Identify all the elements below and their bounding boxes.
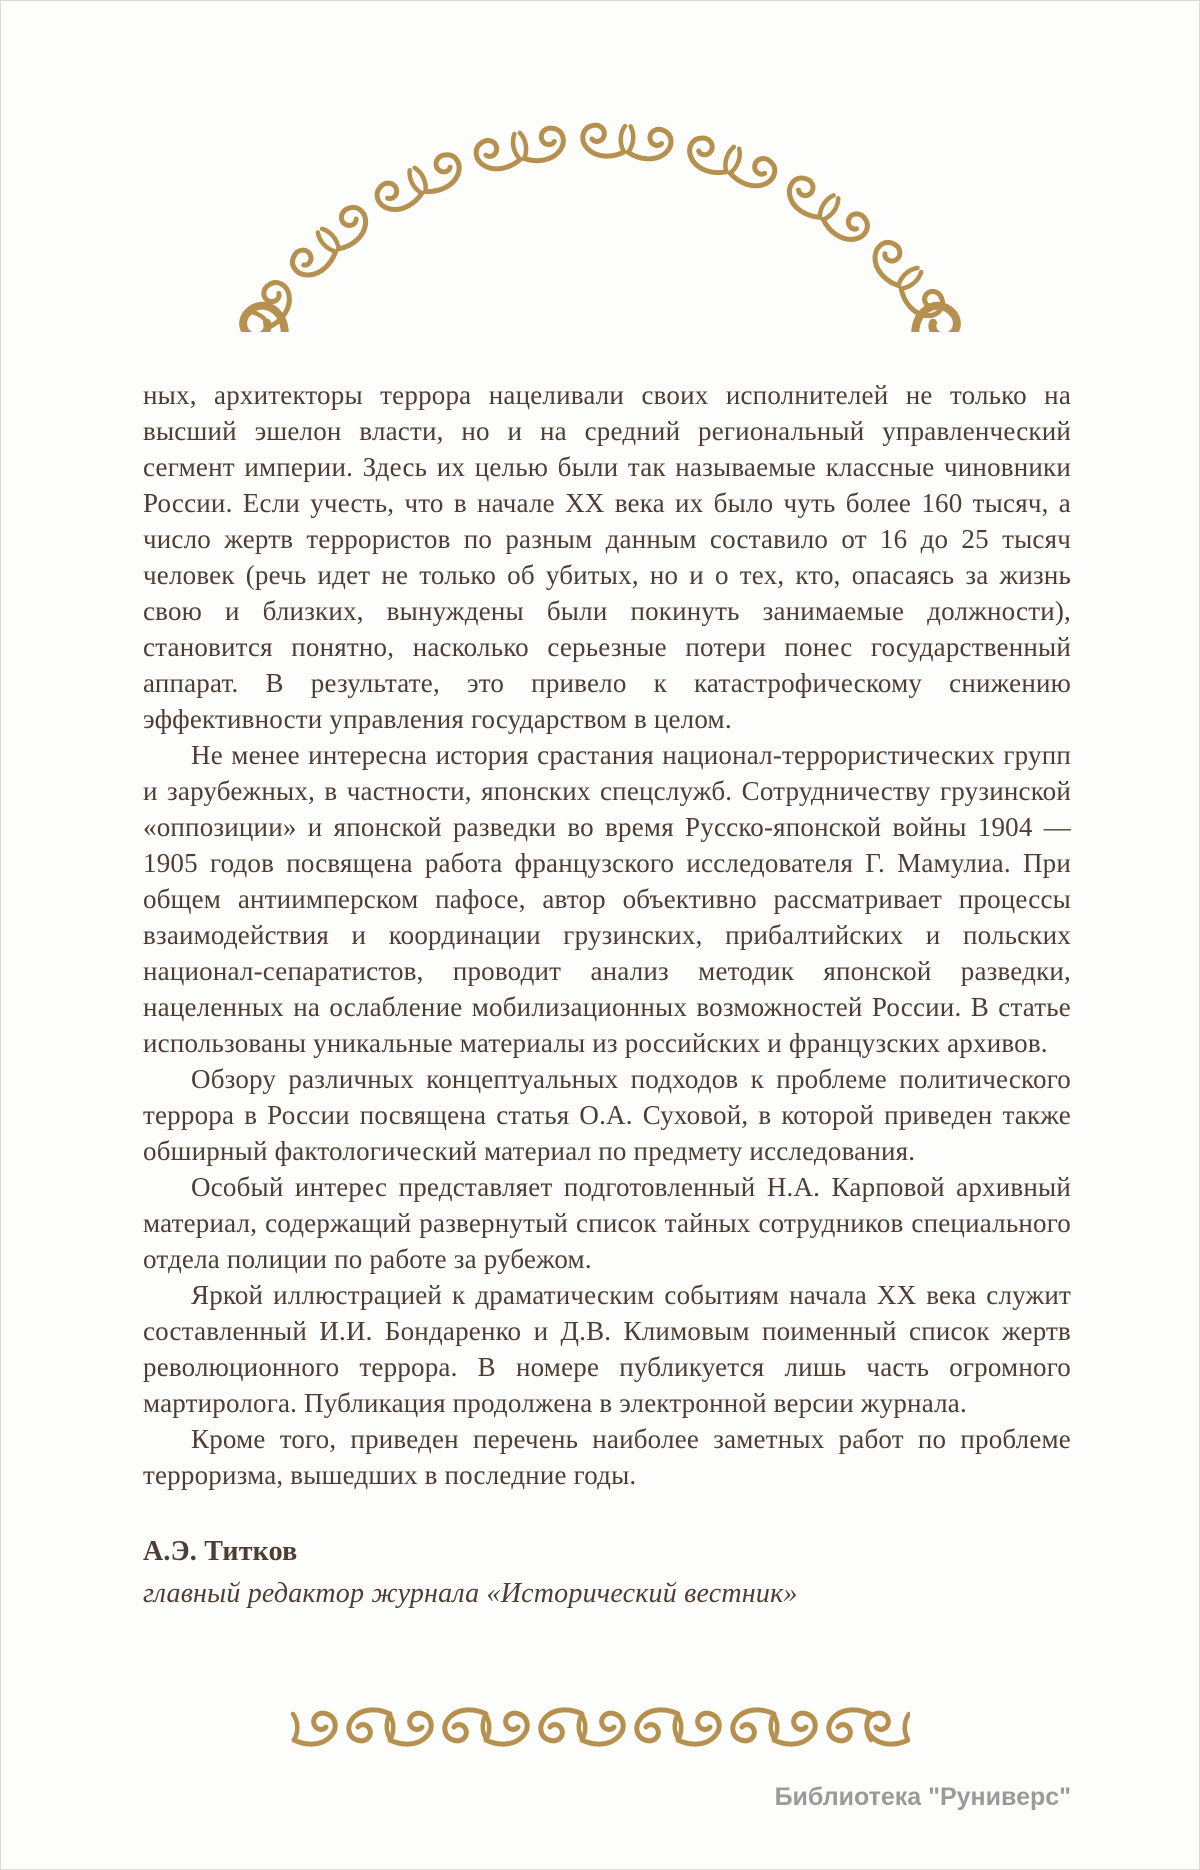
ornament-arc-svg <box>220 117 980 332</box>
paragraph-6: Кроме того, приведен перечень наиболее заметных работ по проблеме терроризма, вышедших в последние годы. <box>143 1424 1071 1490</box>
top-ornament-arc <box>220 117 980 337</box>
paragraph-3: Обзору различных концептуальных подходов к проблеме политического террора в России посвящена статья О.А. Суховой, в которой приведен также обширный фактологический материал по предмету исследования. <box>143 1064 1071 1166</box>
paragraph-1: ных, архитекторы террора нацеливали своих исполнителей не только на высший эшелон власти, но и на средний региональный управленческий сегмент империи. Здесь их целью были так называемые классные чиновники России. Если учесть, что в начале XX века их было чуть более 160 тысяч, а число жертв террористов по разным данным составило от 16 до 25 тысяч человек (речь идет не только об убитых, но и о тех, кто, опасаясь за жизнь свою и близких, вынуждены были покинуть занимаемые должности), становится понятно, насколько серьезные потери понес государственный аппарат. В результате, это привело к катастрофическому снижению эффективности управления государством в целом. <box>143 380 1071 734</box>
page-text <box>143 377 1071 1613</box>
ornament-band-svg <box>290 1699 910 1755</box>
signature-block <box>143 1533 1071 1613</box>
library-watermark: Библиотека "Руниверс" <box>774 1783 1071 1811</box>
paragraph-5: Яркой иллюстрацией к драматическим событиям начала XX века служит составленный И.И. Бондаренко и Д.В. Климовым поименный список жертв революционного террора. В номере публикуется лишь часть огромного мартиролога. Публикация продолжена в электронной версии журнала. <box>143 1280 1071 1418</box>
author-name: А.Э. Титков <box>143 1536 298 1567</box>
paragraph-4: Особый интерес представляет подготовленный Н.А. Карповой архивный материал, содержащий развернутый список тайных сотрудников специального отдела полиции по работе за рубежом. <box>143 1172 1071 1274</box>
bottom-ornament-band <box>290 1699 910 1760</box>
author-role: главный редактор журнала «Исторический вестник» <box>143 1578 798 1609</box>
paragraph-2: Не менее интересна история срастания национал-террористических групп и зарубежных, в частности, японских спецслужб. Сотрудничеству грузинской «оппозиции» и японской разведки во время Русско-японской войны 1904 — 1905 годов посвящена работа французского исследователя Г. Мамулиа. При общем антиимперском пафосе, автор объективно рассматривает процессы взаимодействия и координации грузинских, прибалтийских и польских национал-сепаратистов, проводит анализ методик японской разведки, нацеленных на ослабление мобилизационных возможностей России. В статье использованы уникальные материалы из российских и французских архивов. <box>143 740 1071 1058</box>
